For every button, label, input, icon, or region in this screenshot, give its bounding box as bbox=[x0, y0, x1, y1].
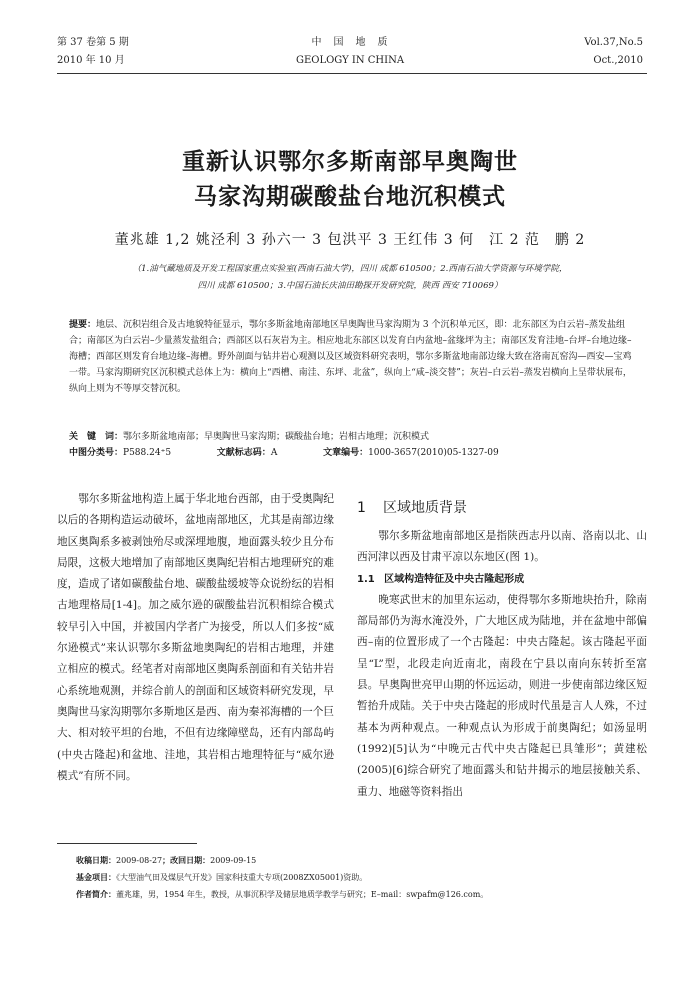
author-bio-label: 作者简介： bbox=[76, 890, 116, 899]
volume-issue-cn: 第 37 卷第 5 期 bbox=[57, 37, 129, 48]
doc-code: A bbox=[270, 448, 278, 458]
fund-text: 《大型油气田及煤层气开发》国家科技重大专项(2008ZX05001)资助。 bbox=[116, 873, 368, 882]
journal-name-cn: 中 国 地 质 bbox=[311, 37, 389, 48]
clc-label: 中图分类号： bbox=[69, 448, 124, 458]
author-bio bbox=[76, 886, 488, 903]
subsection-1-1-number: 1.1 bbox=[357, 573, 375, 585]
footnote-rule bbox=[57, 843, 197, 844]
received-date: 2009-08-27 bbox=[116, 856, 163, 865]
section-1-title: 区域地质背景 bbox=[383, 500, 468, 516]
received-dates bbox=[76, 852, 256, 869]
subsection-1-1-paragraph: 晚寒武世末的加里东运动，使得鄂尔多斯地块抬升，除南部局部仍为海水淹没外，广大地区成为陆地，并在盆地中部偏西–南的位置形成了一个古隆起：中央古隆起。该古隆起平面呈“L”型，北段走向近南北，南段在宁县以南向东转折至富县。早奥陶世亮甲山期的怀远运动，则进一步使南部边缘区短暂抬升成陆。关于中央古隆起的形成时代虽是言人人殊，不过基本为两种观点。一种观点认为形成于前奥陶纪；如汤显明(1992)[5]认为“中晚元古代中央古隆起已具雏形”；黄建松(2005)[6]综合研究了地面露头和钻井揭示的地层接触关系、重力、地磁等资料指出 bbox=[357, 593, 647, 798]
left-column bbox=[57, 489, 334, 787]
author-bio-text: 董兆雄，男，1954 年生，教授，从事沉积学及储层地质学教学与研究；E–mail：swpafm@126.com。 bbox=[116, 890, 489, 899]
header-rule bbox=[57, 73, 647, 74]
doc-code-label: 文献标志码： bbox=[216, 448, 271, 458]
date-en: Oct.,2010 bbox=[593, 55, 643, 66]
revised-label: ；改回日期： bbox=[162, 856, 211, 865]
intro-paragraph: 鄂尔多斯盆地构造上属于华北地台西部，由于受奥陶纪以后的各期构造运动破坏，盆地南部地区，尤其是南部边缘地区奥陶系多被剥蚀殆尽或深埋地腹，地面露头较少且分布局限，这极大地增加了南部地区奥陶纪岩相古地理研究的难度，造成了诸如碳酸盐台地、碳酸盐缓坡等众说纷纭的岩相古地理格局[1-4]。加之威尔逊的碳酸盐岩沉积相综合模式较早引入中国，并被国内学者广为接受，所以人们多按“威尔逊模式”来认识鄂尔多斯盆地奥陶纪的岩相古地理，并建立相应的模式。经笔者对南部地区奥陶系剖面和有关钻井岩心系统地观测，并综合前人的剖面和区域资料研究发现，早奥陶世马家沟期鄂尔多斯地区是西、南为秦祁海槽的一个巨大、相对较平坦的台地，不但有边缘障壁岛，还有内部岛屿(中央古隆起)和盆地、洼地，其岩相古地理特征与“威尔逊模式”有所不同。 bbox=[57, 493, 334, 782]
affiliation-line-1: （1.油气藏地质及开发工程国家重点实验室(西南石油大学)，四川 成都 610500；2.西南石油大学资源与环境学院， bbox=[132, 264, 568, 274]
section-1-heading bbox=[357, 497, 647, 517]
article-title-line-2: 马家沟期碳酸盐台地沉积模式 bbox=[194, 184, 506, 210]
clc-number: P588.24⁺5 bbox=[123, 448, 172, 458]
keywords-label: 关 键 词： bbox=[69, 432, 124, 442]
article-number: 1000-3657(2010)05-1327-09 bbox=[368, 448, 499, 458]
article-title-line-1: 重新认识鄂尔多斯南部早奥陶世 bbox=[182, 149, 518, 175]
received-label: 收稿日期： bbox=[76, 856, 116, 865]
abstract-text: 地层、沉积岩组合及古地貌特征显示，鄂尔多斯盆地南部地区早奥陶世马家沟期为 3 个沉积单元区，即：北东部区为白云岩–蒸发盐组合；南部区为白云岩–少量蒸发盐组合；西部区以石灰岩为主。相应地北东部区以发育白内盆地–盆缘坪为主；南部区发育洼地–台坪–台地边缘–海槽；西部区则发育台地边缘–海槽。野外剖面与钻井岩心观测以及区域资料研究表明，鄂尔多斯盆地南部边缘大致在洛南瓦窑沟—西安—宝鸡一带。马家沟期研究区沉积模式总体上为：横向上“西槽、南洼、东坪、北盆”，纵向上“咸–淡交替”；灰岩–白云岩–蒸发岩横向上呈带状展布，纵向上则为不等厚交替沉积。 bbox=[69, 320, 632, 394]
date-cn: 2010 年 10 月 bbox=[57, 55, 125, 66]
keywords bbox=[69, 429, 635, 445]
section-1-paragraph: 鄂尔多斯盆地南部地区是指陕西志丹以南、洛南以北、山西河津以西及甘肃平凉以东地区(图 1)。 bbox=[357, 530, 647, 564]
fund-label: 基金项目： bbox=[76, 873, 116, 882]
abstract-label: 提要： bbox=[69, 320, 97, 330]
author-list: 董兆雄 1,2 姚泾利 3 孙六一 3 包洪平 3 王红伟 3 何 江 2 范 鹏 2 bbox=[114, 232, 586, 248]
volume-issue-en: Vol.37,No.5 bbox=[584, 37, 643, 48]
classification-line bbox=[69, 445, 635, 461]
fund-note bbox=[76, 869, 367, 886]
article-number-label: 文章编号： bbox=[323, 448, 369, 458]
keywords-text: 鄂尔多斯盆地南部；早奥陶世马家沟期；碳酸盐台地；岩相古地理；沉积模式 bbox=[123, 432, 430, 442]
right-column bbox=[357, 526, 647, 803]
section-1-number: 1 bbox=[357, 500, 366, 516]
abstract bbox=[69, 317, 635, 397]
subsection-1-1-title: 区域构造特征及中央古隆起形成 bbox=[384, 573, 525, 585]
subsection-1-1-heading bbox=[357, 569, 647, 590]
affiliation-line-2: 四川 成都 610500；3.中国石油长庆油田勘探开发研究院，陕西 西安 710069） bbox=[197, 281, 503, 291]
journal-name-en: GEOLOGY IN CHINA bbox=[295, 55, 405, 66]
revised-date: 2009-09-15 bbox=[210, 856, 257, 865]
